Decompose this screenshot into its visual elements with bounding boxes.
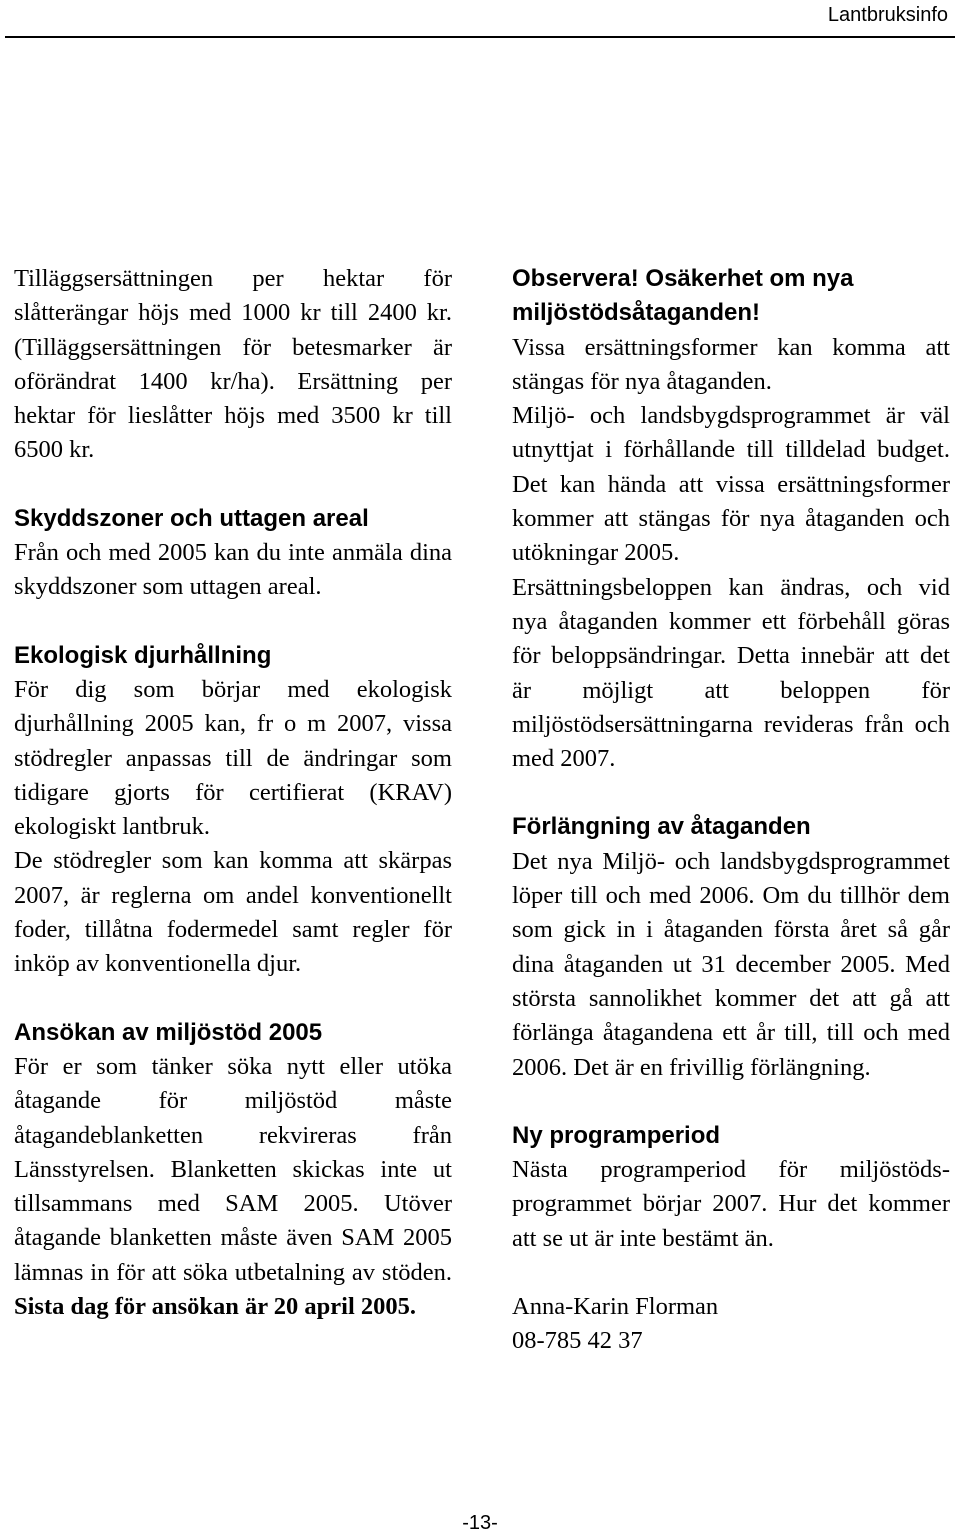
paragraph-skyddszoner: Från och med 2005 kan du inte anmäla dina skyddszoner som uttagen areal. bbox=[14, 539, 452, 601]
heading-ansokan: Ansökan av miljöstöd 2005 bbox=[14, 1018, 323, 1046]
paragraph-observera-3: Ersättningsbeloppen kan ändras, och vid nya åtaganden kommer ett förbehåll göras för beloppsändringar. Detta innebär att det är möjligt att beloppen för miljöstödsersättningarna revideras från och med 2007. bbox=[512, 573, 950, 773]
heading-skyddszoner: Skyddszoner och uttagen areal bbox=[14, 504, 369, 532]
paragraph-observera-2: Miljö- och landsbygdsprogrammet är väl utnyttjat i förhållande till tilldelad budget. Det kan hända att vissa ersättningsformer kommer att stängas för nya åtaganden och utökningar 2005. bbox=[512, 402, 950, 567]
paragraph-observera-1: Vissa ersättningsformer kan komma att stängas för nya åtaganden. bbox=[512, 333, 950, 395]
header-rule bbox=[5, 36, 955, 38]
right-column bbox=[512, 262, 950, 1359]
ansokan-deadline: Sista dag för ansökan är 20 april 2005. bbox=[14, 1293, 417, 1321]
paragraph-ekologisk-2: De stödregler som kan komma att skärpas 2007, är reglerna om andel konventionellt foder, tillåtna fodermedel samt regler för inköp av konventionella djur. bbox=[14, 847, 452, 978]
running-header: Lantbruksinfo bbox=[827, 4, 948, 26]
paragraph-ny-programperiod: Nästa programperiod för miljöstödsprogrammet börjar 2007. Hur det kommer att se ut är inte bestämt än. bbox=[512, 1156, 950, 1252]
page-number: -13- bbox=[462, 1512, 498, 1534]
heading-observera: Observera! Osäkerhet om nya miljöstödsåtaganden! bbox=[512, 265, 854, 327]
heading-ekologisk-djurhallning: Ekologisk djurhållning bbox=[14, 641, 272, 669]
author-phone: 08-785 42 37 bbox=[512, 1327, 643, 1355]
paragraph-tillaggsersattning: Tilläggsersättningen per hektar för slåtterängar höjs med 1000 kr till 2400 kr. (Tilläggsersättningen för betesmarker är oförändrat 1400 kr/ha). Ersättning per hektar för lieslåtter höjs med 3500 kr till 6500 kr. bbox=[14, 265, 452, 464]
left-column bbox=[14, 262, 452, 1324]
paragraph-ekologisk-1: För dig som börjar med ekologisk djurhållning 2005 kan, fr o m 2007, vissa stödregler anpassas till de ändringar som tidigare gjorts för certifierat (KRAV) ekologiskt lantbruk. bbox=[14, 675, 452, 841]
heading-ny-programperiod: Ny programperiod bbox=[512, 1121, 721, 1149]
author-name: Anna-Karin Florman bbox=[512, 1293, 719, 1321]
paragraph-forlangning: Det nya Miljö- och landsbygdsprogrammet löper till och med 2006. Om du tillhör dem som gick in i åtaganden första året så går dina åtaganden ut 31 december 2005. Med största sannolikhet kommer det att gå att förlänga åtagandena ett år till, till och med 2006. Det är en frivillig förlängning. bbox=[512, 847, 950, 1081]
ansokan-text: För er som tänker söka nytt eller utöka åtagande för miljöstöd måste åtagandeblanketten rekvireras från Länsstyrelsen. Blanketten skickas inte ut tillsammans med SAM 2005. Utöver åtagande blanketten måste även SAM 2005 lämnas in för att söka utbetalning av stöden. bbox=[14, 1052, 452, 1286]
heading-forlangning: Förlängning av åtaganden bbox=[512, 813, 811, 841]
paragraph-ansokan bbox=[14, 1050, 452, 1324]
